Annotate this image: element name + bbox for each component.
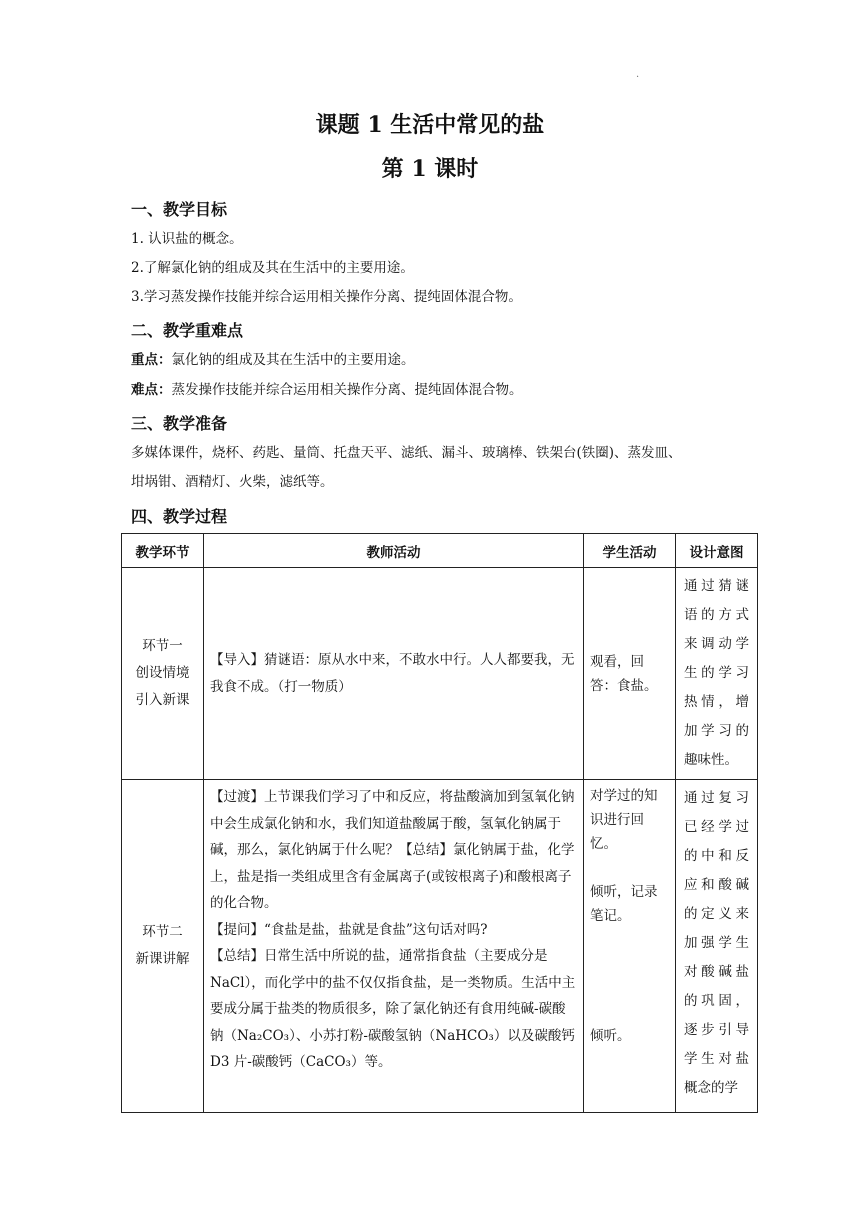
stage-line: 创设情境 bbox=[135, 665, 190, 681]
page-subtitle: 第 1 课时 bbox=[381, 156, 479, 182]
difficult-point-label: 难点： bbox=[131, 382, 172, 398]
preparation-line: 多媒体课件，烧杯、药匙、量筒、托盘天平、滤纸、漏斗、玻璃棒、铁架台(铁圈)、蒸发皿、 bbox=[131, 445, 682, 461]
table-header-row bbox=[122, 534, 758, 568]
teaching-process-table bbox=[121, 533, 758, 1113]
design-intent-text: 通过猜谜语的方式来调动学生的学习热情，增加学习的趣味性。 bbox=[684, 578, 749, 768]
design-intent-text: 通过复习已经学过的中和反应和酸碱的定义来加强学生对酸碱盐的巩固，逐步引导学生对盐概念的学 bbox=[684, 790, 749, 1096]
goal-item: 2.了解氯化钠的组成及其在生活中的主要用途。 bbox=[131, 260, 414, 276]
student-activity-text: 倾听，记录笔记。 bbox=[590, 884, 658, 924]
header-teacher-activity: 教师活动 bbox=[204, 534, 584, 568]
header-stage: 教学环节 bbox=[122, 534, 204, 568]
goal-item: 3.学习蒸发操作技能并综合运用相关操作分离、提纯固体混合物。 bbox=[131, 289, 522, 305]
stage-line: 环节一 bbox=[142, 638, 183, 654]
stage-line: 引入新课 bbox=[135, 692, 190, 708]
teacher-activity-text: 【导入】猜谜语：原从水中来，不敢水中行。人人都要我，无我食不成。（打一物质） bbox=[210, 652, 575, 695]
preparation-line: 坩埚钳、酒精灯、火柴，滤纸等。 bbox=[131, 474, 334, 490]
section-heading-preparation: 三、教学准备 bbox=[131, 414, 228, 433]
difficult-point-line bbox=[131, 380, 523, 400]
section-heading-goals: 一、教学目标 bbox=[131, 200, 228, 219]
section-heading-process: 四、教学过程 bbox=[131, 507, 228, 526]
goal-item: 1. 认识盐的概念。 bbox=[131, 231, 243, 247]
student-activity-text: 观看，回答：食盐。 bbox=[590, 653, 658, 694]
teacher-activity-text: 【总结】日常生活中所说的盐，通常指食盐（主要成分是 NaCl），而化学中的盐不仅仅指食盐，是一类物质。生活中主要成分属于盐类的物质很多，除了氯化钠还有食用纯碱-碳酸钠（Na₂CO₃）、小苏打粉-碳酸氢钠（NaHCO₃）以及碳酸钙 D3 片-碳酸钙（CaCO₃）等。 bbox=[210, 948, 576, 1070]
corner-mark: · bbox=[636, 72, 640, 83]
stage-line: 环节二 bbox=[142, 924, 183, 940]
design-intent-cell bbox=[676, 568, 758, 780]
design-intent-cell bbox=[676, 780, 758, 1113]
difficult-point-text: 蒸发操作技能并综合运用相关操作分离、提纯固体混合物。 bbox=[171, 382, 523, 398]
stage-line: 新课讲解 bbox=[135, 951, 190, 967]
header-student-activity: 学生活动 bbox=[584, 534, 676, 568]
section-heading-key-points: 二、教学重难点 bbox=[131, 321, 244, 340]
table-row bbox=[122, 568, 758, 780]
student-activity-text: 倾听。 bbox=[590, 1028, 631, 1044]
teacher-activity-text: 【提问】“食盐是盐，盐就是食盐”这句话对吗? bbox=[210, 921, 488, 938]
student-activity-cell bbox=[584, 780, 676, 1113]
table-row bbox=[122, 780, 758, 1113]
student-activity-cell bbox=[584, 568, 676, 780]
teacher-activity-cell bbox=[204, 780, 584, 1113]
key-point-text: 氯化钠的组成及其在生活中的主要用途。 bbox=[171, 352, 415, 368]
key-point-line bbox=[131, 350, 415, 370]
page-title: 课题 1 生活中常见的盐 bbox=[315, 112, 545, 138]
teacher-activity-cell bbox=[204, 568, 584, 780]
header-design-intent: 设计意图 bbox=[676, 534, 758, 568]
student-activity-text: 对学过的知识进行回忆。 bbox=[590, 788, 658, 852]
key-point-label: 重点： bbox=[131, 352, 172, 368]
teacher-activity-text: 【过渡】上节课我们学习了中和反应，将盐酸滴加到氢氧化钠中会生成氯化钠和水，我们知道盐酸属于酸，氢氧化钠属于碱，那么，氯化钠属于什么呢？【总结】氯化钠属于盐，化学上，盐是指一类组成里含有金属离子(或铵根离子)和酸根离子的化合物。 bbox=[210, 789, 575, 911]
stage-cell bbox=[122, 780, 204, 1113]
stage-cell bbox=[122, 568, 204, 780]
